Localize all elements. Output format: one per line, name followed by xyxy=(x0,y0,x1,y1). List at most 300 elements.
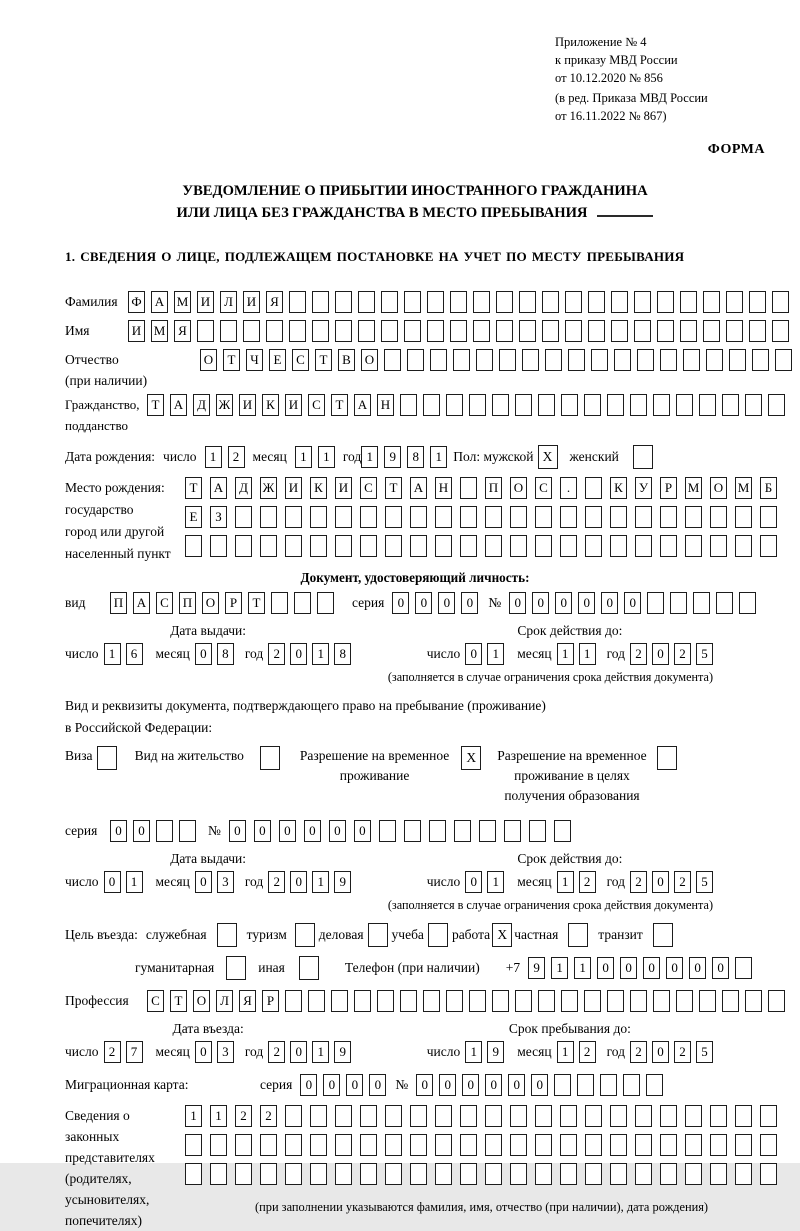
char-cell[interactable]: 2 xyxy=(674,1041,691,1063)
char-cell[interactable] xyxy=(335,1105,352,1127)
char-cell[interactable] xyxy=(577,1074,594,1096)
char-cell[interactable]: 1 xyxy=(551,957,568,979)
char-cell[interactable] xyxy=(360,1163,377,1185)
char-cell[interactable]: 2 xyxy=(579,871,596,893)
char-cell[interactable]: 0 xyxy=(652,1041,669,1063)
char-cell[interactable]: 1 xyxy=(318,446,335,468)
char-cell[interactable]: 2 xyxy=(228,446,245,468)
char-cell[interactable] xyxy=(381,291,398,313)
char-cell[interactable]: 0 xyxy=(652,871,669,893)
char-cell[interactable] xyxy=(585,535,602,557)
char-cell[interactable]: А xyxy=(210,477,227,499)
char-cell[interactable] xyxy=(515,990,532,1012)
char-cell[interactable] xyxy=(469,394,486,416)
char-cell[interactable] xyxy=(634,291,651,313)
char-cell[interactable] xyxy=(312,291,329,313)
char-cell[interactable] xyxy=(768,990,785,1012)
char-cell[interactable] xyxy=(775,349,792,371)
char-cell[interactable] xyxy=(460,1105,477,1127)
char-cell[interactable] xyxy=(185,1163,202,1185)
char-cell[interactable] xyxy=(745,394,762,416)
char-cell[interactable] xyxy=(635,1134,652,1156)
char-cell[interactable] xyxy=(410,1105,427,1127)
char-cell[interactable]: 0 xyxy=(439,1074,456,1096)
char-cell[interactable]: 6 xyxy=(126,643,143,665)
char-cell[interactable] xyxy=(358,291,375,313)
char-cell[interactable] xyxy=(243,320,260,342)
char-cell[interactable] xyxy=(703,320,720,342)
char-cell[interactable] xyxy=(360,1134,377,1156)
char-cell[interactable]: 0 xyxy=(438,592,455,614)
char-cell[interactable] xyxy=(446,990,463,1012)
char-cell[interactable]: 9 xyxy=(487,1041,504,1063)
char-cell[interactable]: П xyxy=(179,592,196,614)
char-cell[interactable] xyxy=(635,506,652,528)
char-cell[interactable]: З xyxy=(210,506,227,528)
char-cell[interactable] xyxy=(584,990,601,1012)
char-cell[interactable] xyxy=(335,320,352,342)
char-cell[interactable] xyxy=(538,394,555,416)
char-cell[interactable]: 1 xyxy=(557,871,574,893)
char-cell[interactable] xyxy=(710,535,727,557)
char-cell[interactable]: В xyxy=(338,349,355,371)
char-cell[interactable]: 0 xyxy=(601,592,618,614)
char-cell[interactable] xyxy=(735,535,752,557)
char-cell[interactable] xyxy=(653,394,670,416)
char-cell[interactable]: 0 xyxy=(555,592,572,614)
char-cell[interactable] xyxy=(335,1134,352,1156)
char-cell[interactable] xyxy=(285,1163,302,1185)
char-cell[interactable] xyxy=(515,394,532,416)
char-cell[interactable] xyxy=(585,1134,602,1156)
char-cell[interactable] xyxy=(611,291,628,313)
char-cell[interactable]: Н xyxy=(435,477,452,499)
char-cell[interactable] xyxy=(510,1134,527,1156)
char-cell[interactable] xyxy=(554,820,571,842)
char-cell[interactable]: К xyxy=(262,394,279,416)
char-cell[interactable]: И xyxy=(239,394,256,416)
char-cell[interactable] xyxy=(735,1105,752,1127)
purpose-tourism-checkbox[interactable] xyxy=(295,923,315,947)
char-cell[interactable]: 0 xyxy=(290,871,307,893)
char-cell[interactable] xyxy=(404,820,421,842)
char-cell[interactable]: 2 xyxy=(674,871,691,893)
char-cell[interactable] xyxy=(499,349,516,371)
char-cell[interactable] xyxy=(235,506,252,528)
char-cell[interactable] xyxy=(735,1134,752,1156)
char-cell[interactable] xyxy=(285,506,302,528)
char-cell[interactable]: Т xyxy=(170,990,187,1012)
char-cell[interactable]: 0 xyxy=(461,592,478,614)
char-cell[interactable]: 0 xyxy=(229,820,246,842)
char-cell[interactable]: Т xyxy=(147,394,164,416)
char-cell[interactable] xyxy=(460,535,477,557)
char-cell[interactable] xyxy=(289,320,306,342)
char-cell[interactable]: Я xyxy=(266,291,283,313)
char-cell[interactable] xyxy=(680,320,697,342)
char-cell[interactable]: 0 xyxy=(133,820,150,842)
char-cell[interactable]: 0 xyxy=(462,1074,479,1096)
char-cell[interactable]: А xyxy=(151,291,168,313)
char-cell[interactable]: Ж xyxy=(216,394,233,416)
char-cell[interactable] xyxy=(693,592,710,614)
char-cell[interactable] xyxy=(561,394,578,416)
char-cell[interactable]: 1 xyxy=(295,446,312,468)
char-cell[interactable] xyxy=(220,320,237,342)
char-cell[interactable] xyxy=(772,320,789,342)
char-cell[interactable] xyxy=(561,990,578,1012)
char-cell[interactable]: У xyxy=(635,477,652,499)
char-cell[interactable] xyxy=(676,394,693,416)
char-cell[interactable]: 2 xyxy=(104,1041,121,1063)
char-cell[interactable]: Т xyxy=(385,477,402,499)
char-cell[interactable] xyxy=(685,506,702,528)
char-cell[interactable] xyxy=(535,1105,552,1127)
char-cell[interactable] xyxy=(600,1074,617,1096)
char-cell[interactable]: 0 xyxy=(279,820,296,842)
char-cell[interactable] xyxy=(699,394,716,416)
char-cell[interactable]: О xyxy=(361,349,378,371)
char-cell[interactable]: 7 xyxy=(126,1041,143,1063)
char-cell[interactable] xyxy=(538,990,555,1012)
char-cell[interactable]: 9 xyxy=(334,1041,351,1063)
char-cell[interactable]: М xyxy=(685,477,702,499)
char-cell[interactable] xyxy=(660,1105,677,1127)
char-cell[interactable] xyxy=(271,592,288,614)
char-cell[interactable]: Ж xyxy=(260,477,277,499)
char-cell[interactable] xyxy=(335,506,352,528)
char-cell[interactable]: . xyxy=(560,477,577,499)
char-cell[interactable] xyxy=(450,320,467,342)
char-cell[interactable]: 0 xyxy=(346,1074,363,1096)
char-cell[interactable] xyxy=(289,291,306,313)
purpose-transit-checkbox[interactable] xyxy=(653,923,673,947)
char-cell[interactable] xyxy=(722,990,739,1012)
char-cell[interactable]: 0 xyxy=(323,1074,340,1096)
purpose-study-checkbox[interactable] xyxy=(428,923,448,947)
char-cell[interactable] xyxy=(710,506,727,528)
char-cell[interactable]: Р xyxy=(262,990,279,1012)
char-cell[interactable]: 1 xyxy=(312,871,329,893)
char-cell[interactable] xyxy=(504,820,521,842)
char-cell[interactable]: 2 xyxy=(630,643,647,665)
char-cell[interactable] xyxy=(680,291,697,313)
char-cell[interactable] xyxy=(317,592,334,614)
char-cell[interactable] xyxy=(285,1105,302,1127)
char-cell[interactable] xyxy=(716,592,733,614)
char-cell[interactable]: Р xyxy=(225,592,242,614)
char-cell[interactable] xyxy=(752,349,769,371)
char-cell[interactable]: 0 xyxy=(508,1074,525,1096)
char-cell[interactable] xyxy=(492,394,509,416)
char-cell[interactable] xyxy=(308,990,325,1012)
char-cell[interactable]: 0 xyxy=(195,1041,212,1063)
char-cell[interactable]: Д xyxy=(235,477,252,499)
char-cell[interactable] xyxy=(683,349,700,371)
char-cell[interactable] xyxy=(560,1134,577,1156)
char-cell[interactable] xyxy=(496,320,513,342)
char-cell[interactable]: Т xyxy=(331,394,348,416)
char-cell[interactable]: 2 xyxy=(268,1041,285,1063)
char-cell[interactable] xyxy=(722,394,739,416)
char-cell[interactable] xyxy=(710,1134,727,1156)
char-cell[interactable]: С xyxy=(535,477,552,499)
char-cell[interactable]: 0 xyxy=(416,1074,433,1096)
char-cell[interactable]: 0 xyxy=(597,957,614,979)
char-cell[interactable]: 0 xyxy=(531,1074,548,1096)
char-cell[interactable] xyxy=(565,291,582,313)
char-cell[interactable] xyxy=(554,1074,571,1096)
char-cell[interactable] xyxy=(310,1105,327,1127)
char-cell[interactable]: 0 xyxy=(354,820,371,842)
char-cell[interactable] xyxy=(358,320,375,342)
char-cell[interactable]: Т xyxy=(315,349,332,371)
char-cell[interactable] xyxy=(623,1074,640,1096)
char-cell[interactable] xyxy=(179,820,196,842)
char-cell[interactable]: 0 xyxy=(509,592,526,614)
char-cell[interactable]: Е xyxy=(269,349,286,371)
char-cell[interactable] xyxy=(535,1163,552,1185)
char-cell[interactable]: 0 xyxy=(195,871,212,893)
char-cell[interactable] xyxy=(310,1134,327,1156)
char-cell[interactable] xyxy=(381,320,398,342)
char-cell[interactable] xyxy=(460,1134,477,1156)
char-cell[interactable] xyxy=(634,320,651,342)
char-cell[interactable]: М xyxy=(735,477,752,499)
char-cell[interactable]: 0 xyxy=(110,820,127,842)
char-cell[interactable] xyxy=(529,820,546,842)
char-cell[interactable] xyxy=(235,535,252,557)
char-cell[interactable]: К xyxy=(610,477,627,499)
char-cell[interactable]: О xyxy=(510,477,527,499)
char-cell[interactable]: С xyxy=(292,349,309,371)
char-cell[interactable] xyxy=(729,349,746,371)
char-cell[interactable] xyxy=(385,1134,402,1156)
char-cell[interactable]: Е xyxy=(185,506,202,528)
char-cell[interactable]: 0 xyxy=(304,820,321,842)
char-cell[interactable] xyxy=(285,990,302,1012)
char-cell[interactable]: Ч xyxy=(246,349,263,371)
char-cell[interactable] xyxy=(542,291,559,313)
char-cell[interactable] xyxy=(710,1163,727,1185)
char-cell[interactable] xyxy=(435,506,452,528)
char-cell[interactable] xyxy=(384,349,401,371)
char-cell[interactable]: Н xyxy=(377,394,394,416)
char-cell[interactable]: 1 xyxy=(579,643,596,665)
char-cell[interactable]: 9 xyxy=(384,446,401,468)
char-cell[interactable] xyxy=(585,1105,602,1127)
char-cell[interactable]: 1 xyxy=(104,643,121,665)
purpose-work-checkbox[interactable]: X xyxy=(492,923,512,947)
char-cell[interactable] xyxy=(410,1163,427,1185)
char-cell[interactable]: О xyxy=(710,477,727,499)
char-cell[interactable] xyxy=(492,990,509,1012)
char-cell[interactable]: Я xyxy=(174,320,191,342)
char-cell[interactable]: 5 xyxy=(696,871,713,893)
char-cell[interactable] xyxy=(260,506,277,528)
char-cell[interactable]: 0 xyxy=(290,643,307,665)
char-cell[interactable] xyxy=(450,291,467,313)
char-cell[interactable] xyxy=(611,320,628,342)
char-cell[interactable] xyxy=(377,990,394,1012)
char-cell[interactable] xyxy=(768,394,785,416)
char-cell[interactable] xyxy=(726,291,743,313)
char-cell[interactable]: 9 xyxy=(528,957,545,979)
char-cell[interactable] xyxy=(607,990,624,1012)
char-cell[interactable] xyxy=(588,320,605,342)
char-cell[interactable] xyxy=(588,291,605,313)
char-cell[interactable] xyxy=(749,291,766,313)
char-cell[interactable] xyxy=(410,506,427,528)
char-cell[interactable] xyxy=(156,820,173,842)
char-cell[interactable]: И xyxy=(243,291,260,313)
char-cell[interactable]: Р xyxy=(660,477,677,499)
char-cell[interactable] xyxy=(454,820,471,842)
char-cell[interactable]: 8 xyxy=(217,643,234,665)
char-cell[interactable]: 0 xyxy=(369,1074,386,1096)
char-cell[interactable] xyxy=(485,535,502,557)
temp-residence-checkbox[interactable]: X xyxy=(461,746,481,770)
char-cell[interactable]: 1 xyxy=(557,643,574,665)
char-cell[interactable] xyxy=(510,1105,527,1127)
char-cell[interactable] xyxy=(407,349,424,371)
char-cell[interactable] xyxy=(760,1105,777,1127)
char-cell[interactable] xyxy=(685,1134,702,1156)
char-cell[interactable]: 0 xyxy=(465,643,482,665)
char-cell[interactable] xyxy=(745,990,762,1012)
char-cell[interactable]: 5 xyxy=(696,1041,713,1063)
char-cell[interactable] xyxy=(735,957,752,979)
char-cell[interactable]: 1 xyxy=(487,871,504,893)
char-cell[interactable]: М xyxy=(151,320,168,342)
char-cell[interactable]: 0 xyxy=(689,957,706,979)
char-cell[interactable] xyxy=(646,1074,663,1096)
char-cell[interactable] xyxy=(423,394,440,416)
char-cell[interactable] xyxy=(260,535,277,557)
char-cell[interactable] xyxy=(522,349,539,371)
char-cell[interactable]: 0 xyxy=(195,643,212,665)
char-cell[interactable] xyxy=(469,990,486,1012)
char-cell[interactable] xyxy=(535,1134,552,1156)
char-cell[interactable] xyxy=(285,1134,302,1156)
char-cell[interactable]: 0 xyxy=(485,1074,502,1096)
char-cell[interactable] xyxy=(760,1163,777,1185)
char-cell[interactable] xyxy=(685,1163,702,1185)
char-cell[interactable] xyxy=(635,1105,652,1127)
char-cell[interactable] xyxy=(710,1105,727,1127)
char-cell[interactable]: 0 xyxy=(300,1074,317,1096)
char-cell[interactable]: 1 xyxy=(126,871,143,893)
char-cell[interactable] xyxy=(614,349,631,371)
char-cell[interactable] xyxy=(635,535,652,557)
char-cell[interactable] xyxy=(670,592,687,614)
char-cell[interactable]: П xyxy=(485,477,502,499)
char-cell[interactable]: 1 xyxy=(430,446,447,468)
char-cell[interactable]: Д xyxy=(193,394,210,416)
char-cell[interactable]: 1 xyxy=(205,446,222,468)
char-cell[interactable] xyxy=(197,320,214,342)
char-cell[interactable]: А xyxy=(410,477,427,499)
char-cell[interactable]: О xyxy=(200,349,217,371)
char-cell[interactable] xyxy=(703,291,720,313)
char-cell[interactable]: 2 xyxy=(268,871,285,893)
char-cell[interactable] xyxy=(335,291,352,313)
char-cell[interactable] xyxy=(706,349,723,371)
char-cell[interactable]: 0 xyxy=(712,957,729,979)
char-cell[interactable]: 3 xyxy=(217,871,234,893)
char-cell[interactable]: 2 xyxy=(674,643,691,665)
char-cell[interactable]: Т xyxy=(185,477,202,499)
char-cell[interactable]: 1 xyxy=(361,446,378,468)
char-cell[interactable] xyxy=(560,506,577,528)
char-cell[interactable]: Л xyxy=(220,291,237,313)
char-cell[interactable] xyxy=(519,320,536,342)
char-cell[interactable] xyxy=(657,291,674,313)
char-cell[interactable] xyxy=(404,291,421,313)
char-cell[interactable] xyxy=(235,1134,252,1156)
char-cell[interactable] xyxy=(453,349,470,371)
char-cell[interactable] xyxy=(660,349,677,371)
char-cell[interactable] xyxy=(735,506,752,528)
char-cell[interactable]: 5 xyxy=(696,643,713,665)
char-cell[interactable] xyxy=(735,1163,752,1185)
char-cell[interactable] xyxy=(545,349,562,371)
char-cell[interactable] xyxy=(760,1134,777,1156)
purpose-private-checkbox[interactable] xyxy=(568,923,588,947)
char-cell[interactable] xyxy=(385,1163,402,1185)
char-cell[interactable]: 0 xyxy=(415,592,432,614)
char-cell[interactable] xyxy=(360,535,377,557)
char-cell[interactable]: Т xyxy=(223,349,240,371)
char-cell[interactable] xyxy=(584,394,601,416)
char-cell[interactable] xyxy=(660,506,677,528)
char-cell[interactable]: 8 xyxy=(407,446,424,468)
char-cell[interactable] xyxy=(446,394,463,416)
char-cell[interactable]: 2 xyxy=(579,1041,596,1063)
char-cell[interactable] xyxy=(260,1134,277,1156)
char-cell[interactable]: Т xyxy=(248,592,265,614)
char-cell[interactable] xyxy=(676,990,693,1012)
char-cell[interactable] xyxy=(565,320,582,342)
char-cell[interactable]: 2 xyxy=(260,1105,277,1127)
char-cell[interactable] xyxy=(266,320,283,342)
char-cell[interactable] xyxy=(435,535,452,557)
char-cell[interactable] xyxy=(473,291,490,313)
char-cell[interactable] xyxy=(542,320,559,342)
char-cell[interactable]: А xyxy=(133,592,150,614)
temp-residence-edu-checkbox[interactable] xyxy=(657,746,677,770)
char-cell[interactable]: 1 xyxy=(185,1105,202,1127)
char-cell[interactable] xyxy=(410,535,427,557)
char-cell[interactable] xyxy=(657,320,674,342)
char-cell[interactable] xyxy=(235,1163,252,1185)
char-cell[interactable] xyxy=(335,1163,352,1185)
char-cell[interactable] xyxy=(519,291,536,313)
char-cell[interactable]: 3 xyxy=(217,1041,234,1063)
char-cell[interactable] xyxy=(660,1134,677,1156)
char-cell[interactable] xyxy=(496,291,513,313)
char-cell[interactable]: 0 xyxy=(290,1041,307,1063)
char-cell[interactable]: 1 xyxy=(465,1041,482,1063)
char-cell[interactable]: И xyxy=(335,477,352,499)
char-cell[interactable] xyxy=(429,820,446,842)
char-cell[interactable]: Ф xyxy=(128,291,145,313)
char-cell[interactable]: С xyxy=(360,477,377,499)
sex-female-checkbox[interactable] xyxy=(633,445,653,469)
char-cell[interactable]: А xyxy=(354,394,371,416)
char-cell[interactable]: И xyxy=(285,394,302,416)
char-cell[interactable]: К xyxy=(310,477,327,499)
